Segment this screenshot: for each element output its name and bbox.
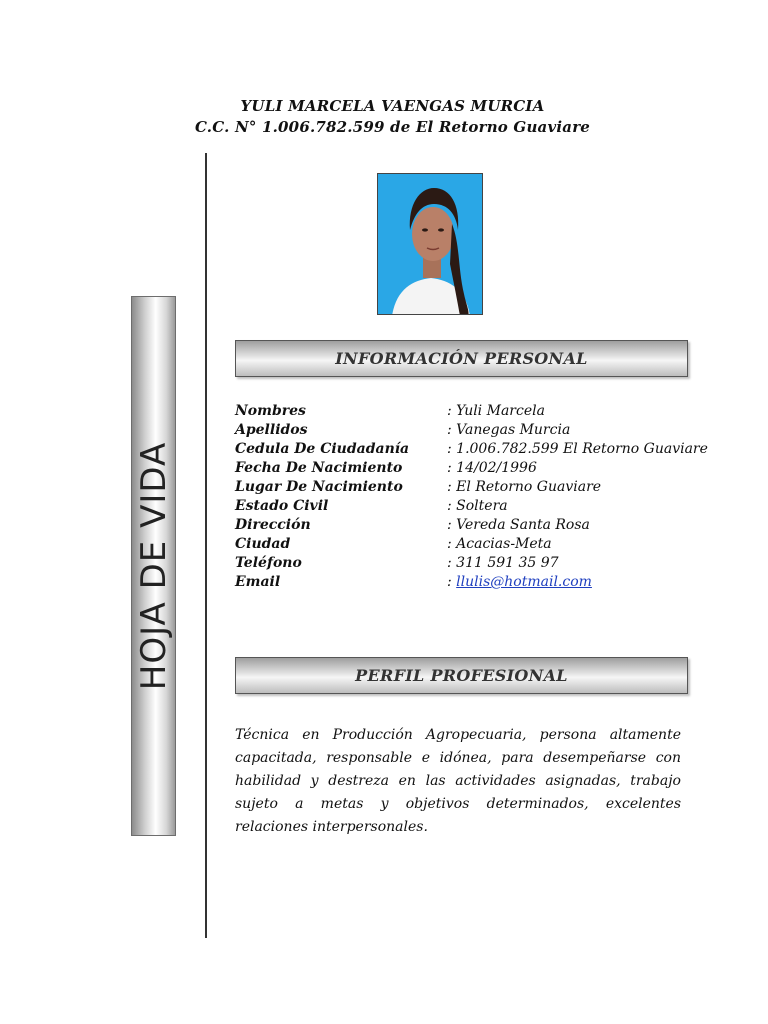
section-title-profile: PERFIL PROFESIONAL [355,666,568,685]
info-label: Teléfono [235,555,302,571]
info-row-nombres [235,402,755,421]
portrait-photo-icon [378,174,483,315]
info-label: Cedula De Ciudadanía [235,441,410,457]
info-label: Lugar De Nacimiento [235,479,403,495]
info-row-fecha-nacimiento [235,459,755,478]
personal-info-list [235,402,755,592]
info-row-cedula [235,440,755,459]
email-link[interactable]: llulis@hotmail.com [456,574,592,590]
info-row-ciudad [235,535,755,554]
info-row-telefono [235,554,755,573]
info-value: : El Retorno Guaviare [447,479,602,495]
info-row-estado-civil [235,497,755,516]
info-value: : 14/02/1996 [447,460,537,476]
info-label: Estado Civil [235,498,329,514]
full-name: YULI MARCELA VAENGAS MURCIA [240,97,545,115]
info-label: Fecha De Nacimiento [235,460,403,476]
info-row-direccion [235,516,755,535]
sidebar-banner [131,296,176,836]
document-header [0,96,768,138]
info-label: Nombres [235,403,306,419]
info-value: : Acacias-Meta [447,536,552,552]
info-value [447,573,755,592]
info-value: : Yuli Marcela [447,403,545,419]
info-value: : Vereda Santa Rosa [447,517,590,533]
info-value: : Vanegas Murcia [447,422,571,438]
sidebar-title: HOJA DE VIDA [133,441,174,691]
id-number-line: C.C. N° 1.006.782.599 de El Retorno Guaviare [194,118,591,136]
info-row-lugar-nacimiento [235,478,755,497]
info-row-apellidos [235,421,755,440]
section-bar-personal [235,340,688,377]
profile-photo [377,173,483,315]
email-prefix: : [447,574,457,590]
info-row-email [235,573,755,592]
vertical-divider [205,153,207,938]
info-label: Email [235,574,281,590]
info-value: : 1.006.782.599 El Retorno Guaviare [447,441,708,457]
info-value: : Soltera [447,498,508,514]
info-label: Dirección [235,517,311,533]
info-value: : 311 591 35 97 [447,555,559,571]
section-bar-profile [235,657,688,694]
section-title-personal: INFORMACIÓN PERSONAL [335,349,588,368]
info-label: Ciudad [235,536,291,552]
profile-paragraph: Técnica en Producción Agropecuaria, persona altamente capacitada, responsable e idónea, para desempeñarse con habilidad y destreza en las actividades asignadas, trabajo sujeto a metas y objetivos determinados, excelentes relaciones interpersonales. [235,727,681,835]
info-label: Apellidos [235,422,308,438]
